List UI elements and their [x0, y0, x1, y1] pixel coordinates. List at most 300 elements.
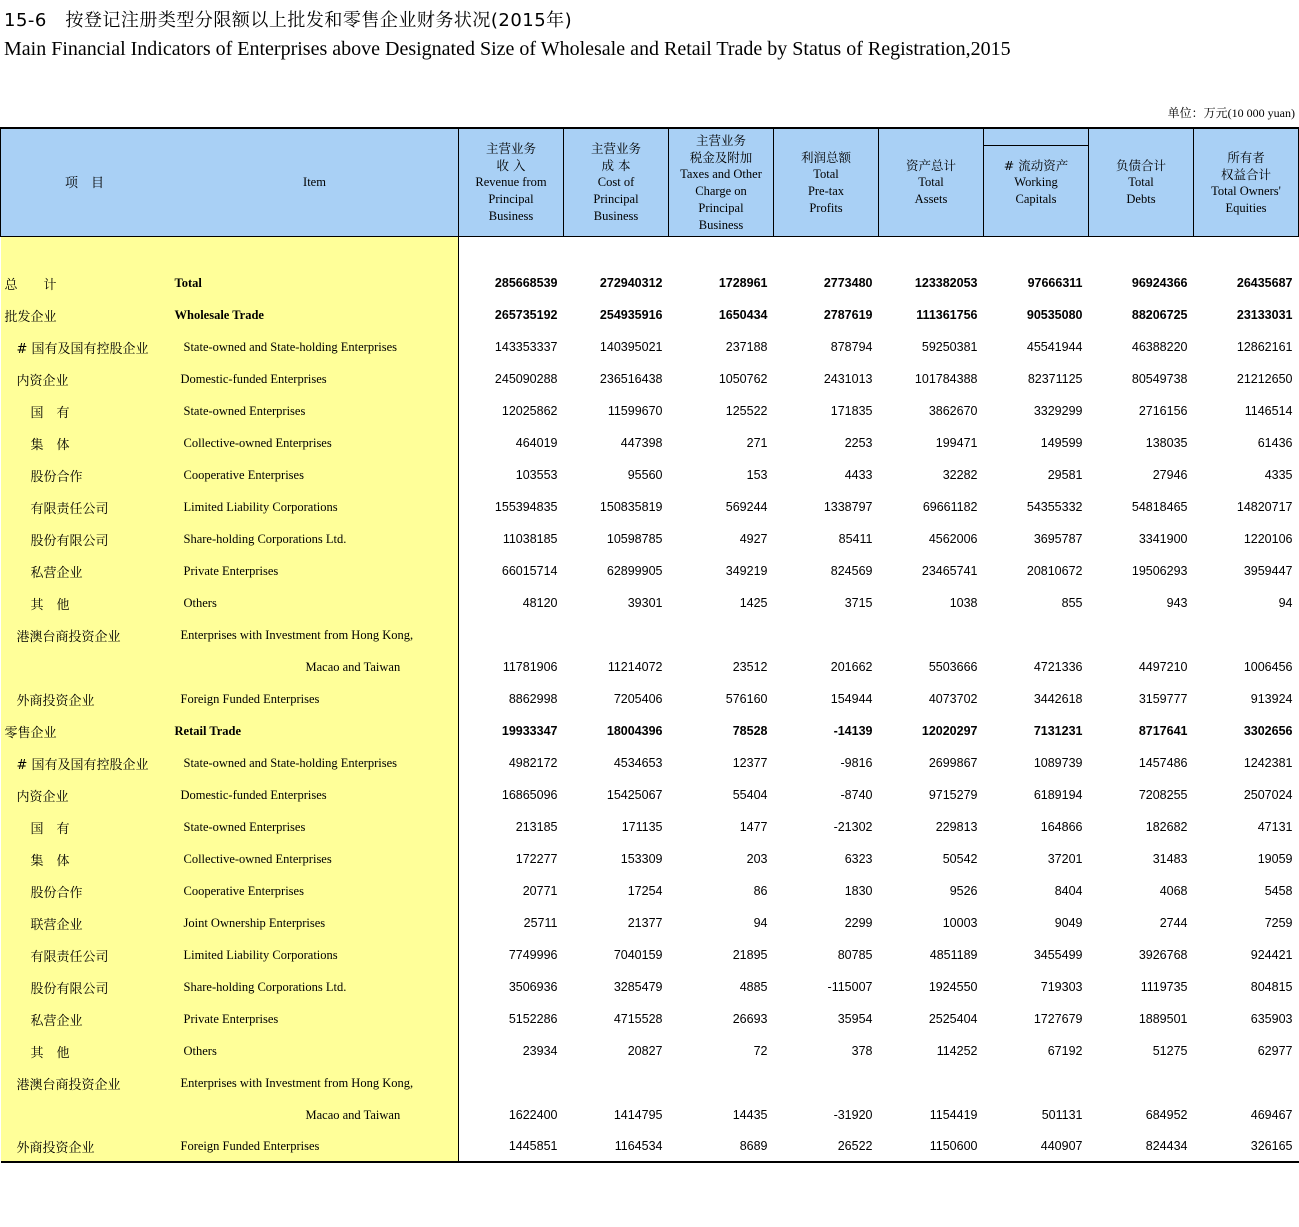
table-header-row	[1, 128, 1299, 237]
spacer-cell	[984, 237, 1089, 268]
spacer-cell	[774, 237, 879, 268]
cell-debts: 1889501	[1138, 1012, 1188, 1026]
cell-working-capitals: 3455499	[1033, 948, 1083, 962]
cell-working-capitals	[984, 1067, 1089, 1099]
table-row	[1, 331, 1299, 363]
row-label-en: Collective-owned Enterprises	[171, 843, 459, 875]
header-col-cost-cn: 主营业务 成 本	[590, 141, 641, 173]
cell-equities: 94	[1278, 596, 1293, 610]
cell-working-capitals: 37201	[1047, 852, 1083, 866]
row-label-cn: 集 体	[1, 427, 171, 459]
header-col-assets	[879, 128, 984, 237]
cell-debts: 96924366	[1131, 276, 1188, 290]
spacer-cell	[879, 237, 984, 268]
cell-working-capitals: 9049	[1054, 916, 1083, 930]
cell-profits	[774, 1067, 879, 1099]
cell-assets: 199471	[935, 436, 978, 450]
cell-profits: -14139	[833, 724, 873, 738]
cell-revenue: 25711	[523, 916, 558, 930]
header-col-profits-en: Total Pre-tax Profits	[807, 166, 845, 215]
row-label-en: Cooperative Enterprises	[171, 459, 459, 491]
cell-debts: 2744	[1159, 916, 1188, 930]
cell-cost: 3285479	[613, 980, 663, 994]
cell-working-capitals: 45541944	[1026, 340, 1083, 354]
cell-debts: 943	[1166, 596, 1188, 610]
cell-taxes: 203	[746, 852, 768, 866]
spacer-cell	[669, 237, 774, 268]
cell-profits: 171835	[830, 404, 873, 418]
cell-assets: 114252	[936, 1044, 978, 1058]
cell-cost: 11214072	[607, 660, 663, 674]
cell-cost: 171135	[621, 820, 663, 834]
cell-working-capitals: 440907	[984, 1131, 1089, 1162]
cell-cost: 150835819	[599, 500, 663, 514]
row-label-cn	[1, 651, 171, 683]
cell-taxes: 569244	[725, 500, 768, 514]
cell-taxes: 1050762	[718, 372, 768, 386]
cell-equities: 19059	[1257, 852, 1293, 866]
cell-taxes: 55404	[732, 788, 768, 802]
cell-revenue: 3506936	[508, 980, 558, 994]
header-col-cost-en: Cost of Principal Business	[593, 175, 639, 223]
cell-revenue: 20771	[522, 884, 558, 898]
cell-profits: 201662	[830, 660, 873, 674]
cell-taxes: 26693	[732, 1012, 768, 1026]
cell-equities: 913924	[1250, 692, 1293, 706]
cell-cost: 15425067	[606, 788, 663, 802]
cell-profits: 85411	[838, 532, 873, 546]
row-label-en: Others	[171, 1035, 459, 1067]
cell-taxes: 237188	[725, 340, 768, 354]
row-label-cn: 港澳台商投资企业	[1, 1067, 171, 1099]
cell-taxes: 72	[753, 1044, 768, 1058]
cell-taxes: 12377	[732, 756, 768, 770]
cell-assets: 4851189	[929, 948, 978, 962]
cell-cost	[564, 1067, 669, 1099]
cell-revenue: 12025862	[501, 404, 558, 418]
cell-cost: 4715528	[613, 1012, 663, 1026]
cell-equities: 47131	[1257, 820, 1293, 834]
cell-working-capitals: 97666311	[1027, 276, 1083, 290]
cell-debts: 1119735	[1140, 980, 1188, 994]
cell-debts: 2716156	[1138, 404, 1188, 418]
cell-taxes: 1650434	[718, 308, 768, 322]
row-label-cn: 有限责任公司	[1, 939, 171, 971]
table-row	[1, 683, 1299, 715]
cell-debts: 88206725	[1131, 308, 1188, 322]
cell-taxes: 94	[753, 916, 768, 930]
cell-profits: 154944	[830, 692, 873, 706]
cell-debts: 4497210	[1138, 660, 1188, 674]
row-label-en: Enterprises with Investment from Hong Kong,	[171, 619, 459, 651]
row-label-cn: 内资企业	[1, 779, 171, 811]
cell-cost: 7205406	[613, 692, 663, 706]
cell-equities: 26435687	[1236, 276, 1293, 290]
table-row	[1, 427, 1299, 459]
cell-assets: 10003	[942, 916, 978, 930]
unit-label-cn: 单位：万元	[1167, 106, 1228, 120]
cell-cost: 62899905	[606, 564, 663, 578]
cell-working-capitals: 855	[1061, 596, 1083, 610]
header-col-assets-cn: 资产总计	[905, 158, 956, 173]
cell-equities: 1220106	[1243, 532, 1293, 546]
table-row	[1, 523, 1299, 555]
row-label-cn: 股份合作	[1, 459, 171, 491]
cell-revenue: 172277	[515, 852, 558, 866]
cell-debts: 31483	[1152, 852, 1188, 866]
cell-debts: 8717641	[1138, 724, 1188, 738]
cell-working-capitals: 90535080	[1026, 308, 1083, 322]
cell-assets: 111361756	[916, 308, 978, 322]
cell-equities: 61436	[1257, 436, 1293, 450]
cell-cost: 18004396	[606, 724, 663, 738]
cell-equities: 4335	[1264, 468, 1293, 482]
row-label-cn: 其 他	[1, 1035, 171, 1067]
cell-debts: 54818465	[1131, 500, 1188, 514]
table-row	[1, 459, 1299, 491]
row-label-en: Macao and Taiwan	[171, 651, 459, 683]
row-label-cn: 联营企业	[1, 907, 171, 939]
header-col-taxes-cn: 主营业务 税金及附加	[689, 132, 753, 165]
table-row	[1, 939, 1299, 971]
cell-taxes: 1425	[739, 596, 768, 610]
row-label-en: State-owned Enterprises	[171, 811, 459, 843]
row-label-en: Joint Ownership Enterprises	[171, 907, 459, 939]
cell-taxes: 78528	[732, 724, 768, 738]
header-col-assets-en: Total Assets	[914, 175, 948, 206]
cell-profits: 2773480	[823, 276, 873, 290]
row-label-cn: 总 计	[1, 267, 171, 299]
table-row	[1, 1067, 1299, 1099]
header-col-profits-cn: 利润总额	[800, 149, 851, 165]
header-col-equities-en: Total Owners' Equities	[1211, 183, 1281, 215]
row-label-en: Private Enterprises	[171, 555, 459, 587]
cell-equities: 14820717	[1236, 500, 1293, 514]
cell-working-capitals: 6189194	[1033, 788, 1083, 802]
row-label-en: Total	[171, 267, 459, 299]
header-col-taxes-en: Taxes and Other Charge on Principal Business	[680, 166, 762, 232]
cell-profits: 2431013	[823, 372, 873, 386]
table-row	[1, 395, 1299, 427]
cell-assets: 32282	[942, 468, 978, 482]
cell-cost: 7040159	[613, 948, 663, 962]
cell-equities: 804815	[1250, 980, 1293, 994]
row-label-en: State-owned and State-holding Enterprises	[171, 331, 459, 363]
cell-assets: 1924550	[928, 980, 978, 994]
row-label-cn: 外商投资企业	[1, 683, 171, 715]
row-label-cn: # 国有及国有控股企业	[1, 331, 171, 363]
cell-taxes	[669, 619, 774, 651]
cell-assets: 23465741	[921, 564, 978, 578]
row-label-en: State-owned Enterprises	[171, 395, 459, 427]
cell-cost: 254935916	[599, 308, 663, 322]
header-col-taxes	[669, 128, 774, 237]
cell-assets: 101784388	[914, 372, 978, 386]
cell-equities: 23133031	[1236, 308, 1293, 322]
row-label-cn: 有限责任公司	[1, 491, 171, 523]
table-row	[1, 363, 1299, 395]
row-label-en: Retail Trade	[171, 715, 459, 747]
row-label-en: Limited Liability Corporations	[171, 491, 459, 523]
cell-revenue: 1622400	[508, 1108, 558, 1122]
header-col-revenue	[459, 128, 564, 237]
header-col-profits	[774, 128, 879, 237]
cell-cost: 95560	[627, 468, 663, 482]
row-label-en: Wholesale Trade	[171, 299, 459, 331]
cell-assets: 4562006	[928, 532, 978, 546]
table-row	[1, 875, 1299, 907]
cell-debts: 1457486	[1138, 756, 1188, 770]
unit-label	[1168, 104, 1295, 121]
cell-profits: 378	[851, 1044, 873, 1058]
cell-cost: 20827	[627, 1044, 663, 1058]
cell-equities: 7259	[1264, 916, 1293, 930]
cell-assets: 1150600	[879, 1131, 984, 1162]
spacer-cell	[459, 237, 564, 268]
cell-cost: 1164534	[564, 1131, 669, 1162]
cell-assets: 12020297	[921, 724, 978, 738]
cell-taxes: 4927	[739, 532, 768, 546]
row-label-en: State-owned and State-holding Enterprises	[171, 747, 459, 779]
cell-equities	[1194, 619, 1299, 651]
cell-working-capitals: 67192	[1047, 1044, 1083, 1058]
row-label-en: Collective-owned Enterprises	[171, 427, 459, 459]
row-label-en: Share-holding Corporations Ltd.	[171, 971, 459, 1003]
cell-revenue: 155394835	[494, 500, 558, 514]
cell-working-capitals: 1727679	[1033, 1012, 1083, 1026]
row-label-en: Others	[171, 587, 459, 619]
row-label-cn: 外商投资企业	[1, 1131, 171, 1162]
cell-equities: 635903	[1250, 1012, 1293, 1026]
header-col-working-capitals-en: Working Capitals	[1014, 175, 1058, 206]
table-row	[1, 811, 1299, 843]
row-label-cn: # 国有及国有控股企业	[1, 747, 171, 779]
cell-debts: 684952	[1145, 1108, 1188, 1122]
cell-cost: 17254	[627, 884, 663, 898]
cell-assets: 123382053	[914, 276, 978, 290]
cell-profits: -115007	[827, 980, 873, 994]
row-label-cn: 私营企业	[1, 1003, 171, 1035]
cell-assets: 229813	[935, 820, 978, 834]
cell-equities: 3959447	[1243, 564, 1293, 578]
cell-taxes: 8689	[669, 1131, 774, 1162]
row-label-en: Share-holding Corporations Ltd.	[171, 523, 459, 555]
cell-profits: -21302	[833, 820, 873, 834]
row-label-cn	[1, 1099, 171, 1131]
cell-revenue: 8862998	[508, 692, 558, 706]
cell-profits: 878794	[830, 340, 873, 354]
cell-assets: 5503666	[928, 660, 978, 674]
cell-profits: 824569	[830, 564, 873, 578]
cell-debts: 7208255	[1138, 788, 1188, 802]
cell-debts: 27946	[1152, 468, 1188, 482]
cell-revenue: 5152286	[508, 1012, 558, 1026]
table-row	[1, 1099, 1299, 1131]
cell-revenue	[459, 619, 564, 651]
cell-assets: 59250381	[921, 340, 978, 354]
cell-working-capitals: 1089739	[1033, 756, 1083, 770]
cell-assets: 1038	[949, 596, 978, 610]
cell-cost: 447398	[620, 436, 663, 450]
cell-working-capitals: 8404	[1054, 884, 1083, 898]
cell-equities: 924421	[1250, 948, 1293, 962]
cell-working-capitals: 501131	[1041, 1108, 1083, 1122]
cell-revenue: 1445851	[459, 1131, 564, 1162]
table-row	[1, 907, 1299, 939]
row-label-cn: 其 他	[1, 587, 171, 619]
cell-taxes: 1477	[739, 820, 768, 834]
cell-profits: 4433	[844, 468, 873, 482]
cell-debts: 3926768	[1138, 948, 1188, 962]
cell-profits: 35954	[837, 1012, 873, 1026]
page-title-cn: 15-6 按登记注册类型分限额以上批发和零售企业财务状况(2015年)	[4, 10, 573, 31]
cell-assets: 69661182	[922, 500, 978, 514]
header-item-en: Item	[303, 175, 326, 189]
cell-assets: 1154419	[929, 1108, 978, 1122]
cell-equities: 1146514	[1244, 404, 1293, 418]
cell-revenue: 464019	[515, 436, 558, 450]
table-row	[1, 587, 1299, 619]
header-item	[1, 128, 459, 237]
cell-taxes: 23512	[732, 660, 768, 674]
row-label-cn: 股份有限公司	[1, 523, 171, 555]
cell-debts: 3159777	[1138, 692, 1188, 706]
cell-assets: 9526	[949, 884, 978, 898]
cell-taxes: 125522	[725, 404, 768, 418]
cell-taxes: 349219	[725, 564, 768, 578]
cell-profits: 80785	[837, 948, 873, 962]
cell-equities: 1006456	[1243, 660, 1293, 674]
financial-table	[0, 127, 1299, 1163]
row-label-cn: 批发企业	[1, 299, 171, 331]
cell-working-capitals: 7131231	[1033, 724, 1083, 738]
cell-cost: 4534653	[613, 756, 663, 770]
row-label-cn: 集 体	[1, 843, 171, 875]
cell-cost: 10598785	[606, 532, 663, 546]
cell-cost: 21377	[627, 916, 663, 930]
cell-debts: 19506293	[1131, 564, 1188, 578]
cell-taxes	[669, 1067, 774, 1099]
cell-debts: 4068	[1159, 884, 1188, 898]
cell-profits: -9816	[840, 756, 873, 770]
cell-working-capitals: 82371125	[1027, 372, 1083, 386]
cell-profits: 2253	[844, 436, 873, 450]
cell-working-capitals: 164866	[1040, 820, 1083, 834]
cell-profits	[774, 619, 879, 651]
cell-equities: 1242381	[1243, 756, 1293, 770]
row-label-cn: 私营企业	[1, 555, 171, 587]
cell-working-capitals: 3695787	[1033, 532, 1083, 546]
row-label-en: Domestic-funded Enterprises	[171, 363, 459, 395]
header-col-debts-en: Total Debts	[1126, 175, 1156, 206]
header-col-equities	[1194, 128, 1299, 237]
cell-revenue: 265735192	[494, 308, 558, 322]
unit-label-en: (10 000 yuan)	[1227, 106, 1295, 120]
cell-equities	[1194, 1067, 1299, 1099]
row-label-cn: 零售企业	[1, 715, 171, 747]
cell-profits: -31920	[833, 1108, 873, 1122]
cell-profits: 3715	[844, 596, 873, 610]
cell-taxes: 1728961	[718, 276, 768, 290]
cell-taxes: 4885	[739, 980, 768, 994]
cell-assets: 50542	[942, 852, 978, 866]
cell-debts: 80549738	[1131, 372, 1188, 386]
table-row	[1, 555, 1299, 587]
cell-assets	[879, 619, 984, 651]
cell-revenue: 23934	[522, 1044, 558, 1058]
table-row	[1, 1035, 1299, 1067]
row-label-cn: 港澳台商投资企业	[1, 619, 171, 651]
cell-profits: 1830	[844, 884, 873, 898]
cell-equities: 12862161	[1236, 340, 1293, 354]
cell-assets	[879, 1067, 984, 1099]
cell-revenue: 48120	[522, 596, 558, 610]
table-row	[1, 779, 1299, 811]
spacer-cell	[171, 237, 459, 268]
cell-cost: 1414795	[613, 1108, 663, 1122]
cell-equities: 2507024	[1243, 788, 1293, 802]
cell-equities: 5458	[1264, 884, 1293, 898]
cell-working-capitals: 149599	[1040, 436, 1083, 450]
cell-revenue: 7749996	[508, 948, 558, 962]
spacer-cell	[564, 237, 669, 268]
row-label-en: Private Enterprises	[171, 1003, 459, 1035]
table-body	[1, 237, 1299, 1163]
cell-taxes: 14435	[732, 1108, 768, 1122]
header-col-revenue-cn: 主营业务 收 入	[485, 141, 536, 173]
cell-equities: 326165	[1194, 1131, 1299, 1162]
header-col-revenue-en: Revenue from Principal Business	[475, 175, 547, 223]
table-row	[1, 715, 1299, 747]
cell-debts: 182682	[1145, 820, 1188, 834]
spacer-cell	[1194, 237, 1299, 268]
cell-profits: -8740	[840, 788, 873, 802]
table-row	[1, 971, 1299, 1003]
cell-cost: 11599670	[607, 404, 663, 418]
cell-revenue: 66015714	[501, 564, 558, 578]
cell-cost	[564, 619, 669, 651]
cell-debts: 3341900	[1138, 532, 1188, 546]
header-col-working-capitals-cn: # 流动资产	[1003, 158, 1069, 173]
spacer-cell	[1, 237, 171, 268]
row-label-en: Foreign Funded Enterprises	[171, 1131, 459, 1162]
row-label-cn: 国 有	[1, 811, 171, 843]
row-label-cn: 国 有	[1, 395, 171, 427]
table-row	[1, 747, 1299, 779]
row-label-en: Foreign Funded Enterprises	[171, 683, 459, 715]
cell-equities: 469467	[1250, 1108, 1293, 1122]
cell-revenue: 285668539	[494, 276, 558, 290]
header-col-working-capitals	[984, 128, 1089, 237]
cell-revenue	[459, 1067, 564, 1099]
cell-debts	[1089, 1067, 1194, 1099]
cell-taxes: 153	[746, 468, 768, 482]
cell-revenue: 19933347	[501, 724, 558, 738]
cell-taxes: 576160	[725, 692, 768, 706]
cell-profits: 1338797	[823, 500, 873, 514]
cell-working-capitals	[984, 619, 1089, 651]
cell-cost: 39301	[627, 596, 663, 610]
cell-revenue: 103553	[515, 468, 558, 482]
row-label-cn: 内资企业	[1, 363, 171, 395]
cell-working-capitals: 719303	[1040, 980, 1083, 994]
cell-debts	[1089, 619, 1194, 651]
cell-revenue: 16865096	[501, 788, 558, 802]
cell-working-capitals: 54355332	[1026, 500, 1083, 514]
cell-taxes: 271	[746, 436, 768, 450]
row-label-en: Domestic-funded Enterprises	[171, 779, 459, 811]
table-row	[1, 843, 1299, 875]
